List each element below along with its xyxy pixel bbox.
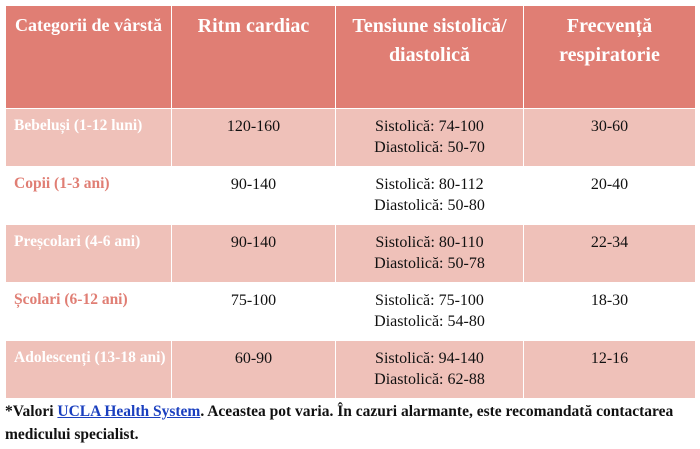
systolic-value: Sistolică: 75-100 [375, 292, 484, 309]
row-blood-pressure [336, 283, 524, 341]
row-respiratory-rate: 22-34 [524, 225, 696, 283]
table-row [6, 167, 696, 225]
row-heart-rate: 120-160 [172, 109, 336, 167]
row-respiratory-rate: 18-30 [524, 283, 696, 341]
row-respiratory-rate: 30-60 [524, 109, 696, 167]
header-respiratory-rate: Frecvență respiratorie [524, 6, 696, 109]
header-age-category: Categorii de vârstă [6, 6, 172, 109]
row-category: Școlari (6-12 ani) [6, 283, 172, 341]
row-blood-pressure [336, 109, 524, 167]
ucla-health-link[interactable]: UCLA Health System [57, 403, 201, 420]
row-heart-rate: 90-140 [172, 167, 336, 225]
diastolic-value: Diastolică: 50-78 [374, 255, 485, 272]
row-respiratory-rate: 12-16 [524, 341, 696, 399]
table-row [6, 283, 696, 341]
footnote-suffix: . Aceastea pot varia. În cazuri alarmante, este recomandată contactarea medicului specialist. [5, 403, 674, 443]
vital-signs-table [5, 5, 696, 399]
diastolic-value: Diastolică: 62-88 [374, 371, 485, 388]
systolic-value: Sistolică: 94-140 [375, 350, 484, 367]
table-row [6, 341, 696, 399]
systolic-value: Sistolică: 80-110 [375, 234, 484, 251]
row-heart-rate: 75-100 [172, 283, 336, 341]
table-row [6, 109, 696, 167]
header-blood-pressure: Tensiune sistolică/ diastolică [336, 6, 524, 109]
row-category: Copii (1-3 ani) [6, 167, 172, 225]
row-category: Preșcolari (4-6 ani) [6, 225, 172, 283]
diastolic-value: Diastolică: 50-80 [374, 197, 485, 214]
row-respiratory-rate: 20-40 [524, 167, 696, 225]
diastolic-value: Diastolică: 54-80 [374, 313, 485, 330]
row-blood-pressure [336, 341, 524, 399]
row-blood-pressure [336, 225, 524, 283]
systolic-value: Sistolică: 74-100 [375, 118, 484, 135]
footnote-prefix: *Valori [5, 403, 58, 420]
row-heart-rate: 60-90 [172, 341, 336, 399]
row-category: Adolescenți (13-18 ani) [6, 341, 172, 399]
source-footnote [5, 400, 697, 446]
diastolic-value: Diastolică: 50-70 [374, 139, 485, 156]
systolic-value: Sistolică: 80-112 [375, 176, 484, 193]
row-blood-pressure [336, 167, 524, 225]
header-heart-rate: Ritm cardiac [172, 6, 336, 109]
table-header-row [6, 6, 696, 109]
row-category: Bebeluși (1-12 luni) [6, 109, 172, 167]
row-heart-rate: 90-140 [172, 225, 336, 283]
table-row [6, 225, 696, 283]
